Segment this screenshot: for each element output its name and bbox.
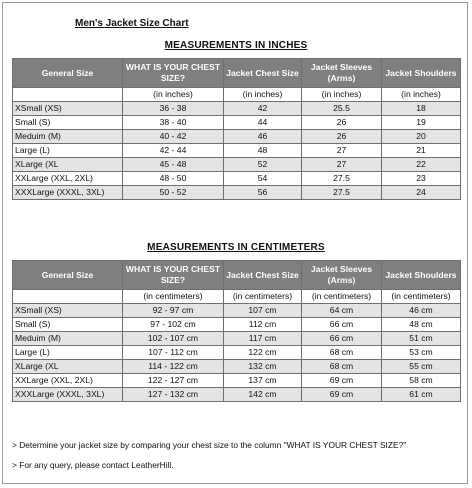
jacket-sleeves-cell: 27.5 (302, 186, 382, 200)
jacket-shoulders-cell: 20 (382, 130, 461, 144)
units-row (13, 290, 461, 304)
jacket-chest-cell: 48 (224, 144, 302, 158)
document-title: Men's Jacket Size Chart (75, 18, 189, 29)
chest-size-cell: 50 - 52 (123, 186, 224, 200)
table-row (13, 102, 461, 116)
jacket-chest-cell: 142 cm (224, 388, 302, 402)
units-cell: (in centimeters) (224, 290, 302, 304)
table-row (13, 130, 461, 144)
general-size-cell: XXXLarge (XXXL, 3XL) (13, 186, 123, 200)
jacket-chest-cell: 54 (224, 172, 302, 186)
chest-size-cell: 92 - 97 cm (123, 304, 224, 318)
general-size-cell: XXXLarge (XXXL, 3XL) (13, 388, 123, 402)
header-jacket-shoulders: Jacket Shoulders (382, 59, 461, 88)
jacket-shoulders-cell: 48 cm (382, 318, 461, 332)
chest-size-cell: 45 - 48 (123, 158, 224, 172)
chest-size-cell: 48 - 50 (123, 172, 224, 186)
jacket-shoulders-cell: 46 cm (382, 304, 461, 318)
general-size-cell: Small (S) (13, 318, 123, 332)
units-blank-cell (13, 88, 123, 102)
general-size-cell: Meduim (M) (13, 332, 123, 346)
general-size-cell: Large (L) (13, 144, 123, 158)
general-size-cell: XLarge (XL (13, 158, 123, 172)
jacket-shoulders-cell: 53 cm (382, 346, 461, 360)
header-jacket-shoulders: Jacket Shoulders (382, 261, 461, 290)
jacket-sleeves-cell: 26 (302, 116, 382, 130)
jacket-sleeves-cell: 26 (302, 130, 382, 144)
inches-section-title: MEASUREMENTS IN INCHES (164, 40, 308, 51)
jacket-chest-cell: 44 (224, 116, 302, 130)
units-cell: (in centimeters) (302, 290, 382, 304)
jacket-chest-cell: 42 (224, 102, 302, 116)
jacket-shoulders-cell: 55 cm (382, 360, 461, 374)
general-size-cell: XXLarge (XXL, 2XL) (13, 374, 123, 388)
inches-table (12, 58, 461, 200)
chest-size-cell: 102 - 107 cm (123, 332, 224, 346)
chest-size-cell: 42 - 44 (123, 144, 224, 158)
table-row (13, 116, 461, 130)
units-cell: (in inches) (382, 88, 461, 102)
table-row (13, 304, 461, 318)
units-blank-cell (13, 290, 123, 304)
header-general-size: General Size (13, 261, 123, 290)
jacket-chest-cell: 117 cm (224, 332, 302, 346)
jacket-sleeves-cell: 27.5 (302, 172, 382, 186)
chest-size-cell: 127 - 132 cm (123, 388, 224, 402)
units-cell: (in inches) (123, 88, 224, 102)
chest-size-cell: 122 - 127 cm (123, 374, 224, 388)
table-row (13, 374, 461, 388)
chest-size-cell: 38 - 40 (123, 116, 224, 130)
note-determine-size: > Determine your jacket size by comparing your chest size to the column "WHAT IS YOUR CHEST SIZE?" (12, 440, 407, 450)
jacket-chest-cell: 132 cm (224, 360, 302, 374)
table-row (13, 318, 461, 332)
jacket-sleeves-cell: 25.5 (302, 102, 382, 116)
jacket-chest-cell: 52 (224, 158, 302, 172)
table-row (13, 144, 461, 158)
table-row (13, 172, 461, 186)
jacket-sleeves-cell: 66 cm (302, 318, 382, 332)
jacket-shoulders-cell: 61 cm (382, 388, 461, 402)
general-size-cell: XXLarge (XXL, 2XL) (13, 172, 123, 186)
general-size-cell: Small (S) (13, 116, 123, 130)
header-jacket-sleeves: Jacket Sleeves (Arms) (302, 59, 382, 88)
header-jacket-chest: Jacket Chest Size (224, 59, 302, 88)
table-row (13, 158, 461, 172)
units-cell: (in inches) (224, 88, 302, 102)
jacket-sleeves-cell: 68 cm (302, 360, 382, 374)
jacket-chest-cell: 46 (224, 130, 302, 144)
jacket-shoulders-cell: 23 (382, 172, 461, 186)
units-cell: (in centimeters) (382, 290, 461, 304)
chest-size-cell: 36 - 38 (123, 102, 224, 116)
jacket-shoulders-cell: 51 cm (382, 332, 461, 346)
jacket-shoulders-cell: 22 (382, 158, 461, 172)
jacket-sleeves-cell: 66 cm (302, 332, 382, 346)
jacket-sleeves-cell: 27 (302, 144, 382, 158)
jacket-shoulders-cell: 18 (382, 102, 461, 116)
jacket-chest-cell: 137 cm (224, 374, 302, 388)
jacket-shoulders-cell: 19 (382, 116, 461, 130)
units-cell: (in inches) (302, 88, 382, 102)
notes (12, 440, 462, 471)
table-row (13, 388, 461, 402)
chest-size-cell: 40 - 42 (123, 130, 224, 144)
header-jacket-chest: Jacket Chest Size (224, 261, 302, 290)
jacket-sleeves-cell: 68 cm (302, 346, 382, 360)
general-size-cell: XSmall (XS) (13, 102, 123, 116)
jacket-sleeves-cell: 69 cm (302, 388, 382, 402)
jacket-sleeves-cell: 69 cm (302, 374, 382, 388)
note-contact: > For any query, please contact LeatherHill. (12, 460, 174, 470)
header-general-size: General Size (13, 59, 123, 88)
jacket-sleeves-cell: 64 cm (302, 304, 382, 318)
header-chest-size-question: WHAT IS YOUR CHEST SIZE? (123, 59, 224, 88)
table-row (13, 186, 461, 200)
units-cell: (in centimeters) (123, 290, 224, 304)
table-row (13, 332, 461, 346)
jacket-shoulders-cell: 58 cm (382, 374, 461, 388)
chest-size-cell: 114 - 122 cm (123, 360, 224, 374)
jacket-chest-cell: 107 cm (224, 304, 302, 318)
jacket-chest-cell: 112 cm (224, 318, 302, 332)
centimeters-section-title: MEASUREMENTS IN CENTIMETERS (147, 242, 325, 253)
units-row (13, 88, 461, 102)
table-row (13, 360, 461, 374)
jacket-sleeves-cell: 27 (302, 158, 382, 172)
header-chest-size-question: WHAT IS YOUR CHEST SIZE? (123, 261, 224, 290)
jacket-chest-cell: 56 (224, 186, 302, 200)
general-size-cell: XLarge (XL (13, 360, 123, 374)
chest-size-cell: 107 - 112 cm (123, 346, 224, 360)
header-jacket-sleeves: Jacket Sleeves (Arms) (302, 261, 382, 290)
jacket-shoulders-cell: 24 (382, 186, 461, 200)
chest-size-cell: 97 - 102 cm (123, 318, 224, 332)
jacket-shoulders-cell: 21 (382, 144, 461, 158)
jacket-chest-cell: 122 cm (224, 346, 302, 360)
general-size-cell: Meduim (M) (13, 130, 123, 144)
general-size-cell: XSmall (XS) (13, 304, 123, 318)
general-size-cell: Large (L) (13, 346, 123, 360)
centimeters-table (12, 260, 461, 402)
table-row (13, 346, 461, 360)
